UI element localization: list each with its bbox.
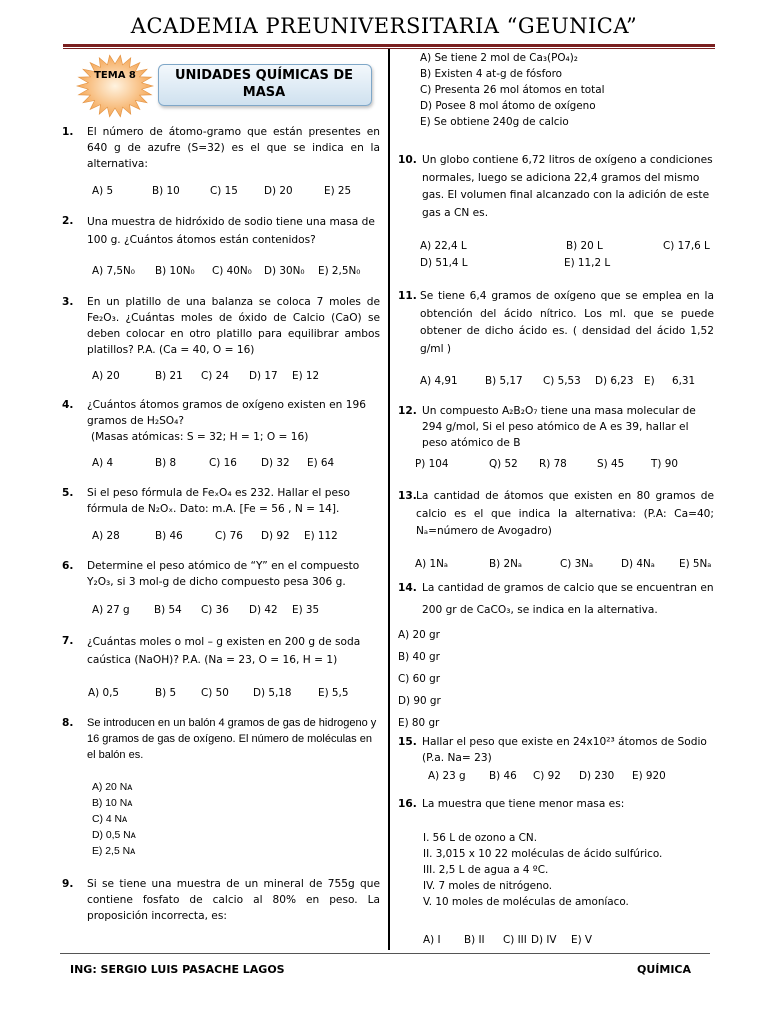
question-13: 13. La cantidad de átomos que existen en 80 gramos de calcio es el que indica la alternativa: (P.A: Ca=40; Nₐ=número de Avogadro) [398, 490, 714, 537]
footer-rule [60, 953, 710, 954]
question-8: 8. Se introducen en un balón 4 gramos de gas de hidrogeno y 16 gramos de gas de oxígeno. El número de moléculas en el balón es. [62, 717, 377, 761]
options-8: A) 20 Nᴀ B) 10 Nᴀ C) 4 Nᴀ D) 0,5 Nᴀ E) 2,5 Nᴀ [92, 782, 136, 857]
column-divider [388, 49, 390, 950]
question-10: 10. Un globo contiene 6,72 litros de oxígeno a condiciones normales, luego se adiciona 22,4 gramos del mismo gas. El volumen final alcanzado con la adición de este gas a CN es. [398, 154, 713, 219]
question-15: 15. Hallar el peso que existe en 24x10²³ átomos de Sodio (P.a. Na= 23) [398, 736, 707, 764]
question-4: 4. ¿Cuántos átomos gramos de oxígeno existen en 196 gramos de H₂SO₄? (Masas atómicas: S = 32; H = 1; O = 16) [62, 399, 366, 443]
starburst-badge [76, 54, 154, 118]
question-11: 11. Se tiene 6,4 gramos de oxígeno que se emplea en la obtención del ácido nítrico. Los ml. que se puede obtener de dicho ácido es. ( densidad del ácido 1,52 g/ml ) [398, 290, 714, 355]
question-1: 1. El número de átomo-gramo que están presentes en 640 g de azufre (S=32) es el que se indica en la alternativa: [62, 126, 380, 170]
footer-author: ING: SERGIO LUIS PASACHE LAGOS [70, 963, 285, 976]
statements-16: I. 56 L de ozono a CN. II. 3,015 x 10 22 moléculas de ácido sulfúrico. III. 2,5 L de agua a 4 ºC. IV. 7 moles de nitrógeno. V. 10 moles de moléculas de amoníaco. [423, 832, 663, 908]
question-3: 3. En un platillo de una balanza se coloca 7 moles de Fe₂O₃. ¿Cuántas moles de óxido de Calcio (CaO) se deben colocar en otro platillo para equilibrar ambos platillos? P.A. (Ca = 40, O = 16) [62, 296, 380, 356]
question-6: 6. Determine el peso atómico de “Y” en el compuesto Y₂O₃, si 3 mol-g de dicho compuesto pesa 306 g. [62, 560, 360, 588]
question-14: 14. La cantidad de gramos de calcio que se encuentran en 200 gr de CaCO₃, se indica en la alternativa. [398, 582, 714, 616]
page-header: ACADEMIA PREUNIVERSITARIA “GEUNICA” [130, 14, 638, 38]
page-title: UNIDADES QUÍMICAS DE MASA [174, 68, 354, 100]
question-2: 2. Una muestra de hidróxido de sodio tiene una masa de 100 g. ¿Cuántos átomos están contenidos? [62, 215, 375, 246]
question-5: 5. Si el peso fórmula de FeₓO₄ es 232. Hallar el peso fórmula de N₂Oₓ. Dato: m.A. [Fe = 56 , N = 14]. [62, 487, 350, 515]
tema-label: TEMA 8 [94, 70, 136, 81]
options-14: A) 20 gr B) 40 gr C) 60 gr D) 90 gr E) 80 gr [398, 629, 441, 729]
footer-subject: QUÍMICA [637, 963, 692, 976]
question-9: 9. Si se tiene una muestra de un mineral de 755g que contiene fosfato de calcio al 80% en peso. La proposición incorrecta, es: [62, 878, 380, 922]
question-12: 12. Un compuesto A₂B₂O₇ tiene una masa molecular de 294 g/mol, Si el peso atómico de A es 39, hallar el peso atómico de B [398, 405, 696, 449]
header-rule [63, 44, 715, 47]
question-7: 7. ¿Cuántas moles o mol – g existen en 200 g de soda caústica (NaOH)? P.A. (Na = 23, O = 16, H = 1) [62, 635, 361, 666]
question-16: 16. La muestra que tiene menor masa es: [398, 798, 625, 810]
options-9: A) Se tiene 2 mol de Ca₃(PO₄)₂ B) Existen 4 at-g de fósforo C) Presenta 26 mol átomos en total D) Posee 8 mol átomo de oxígeno E) Se obtiene 240g de calcio [420, 52, 605, 128]
